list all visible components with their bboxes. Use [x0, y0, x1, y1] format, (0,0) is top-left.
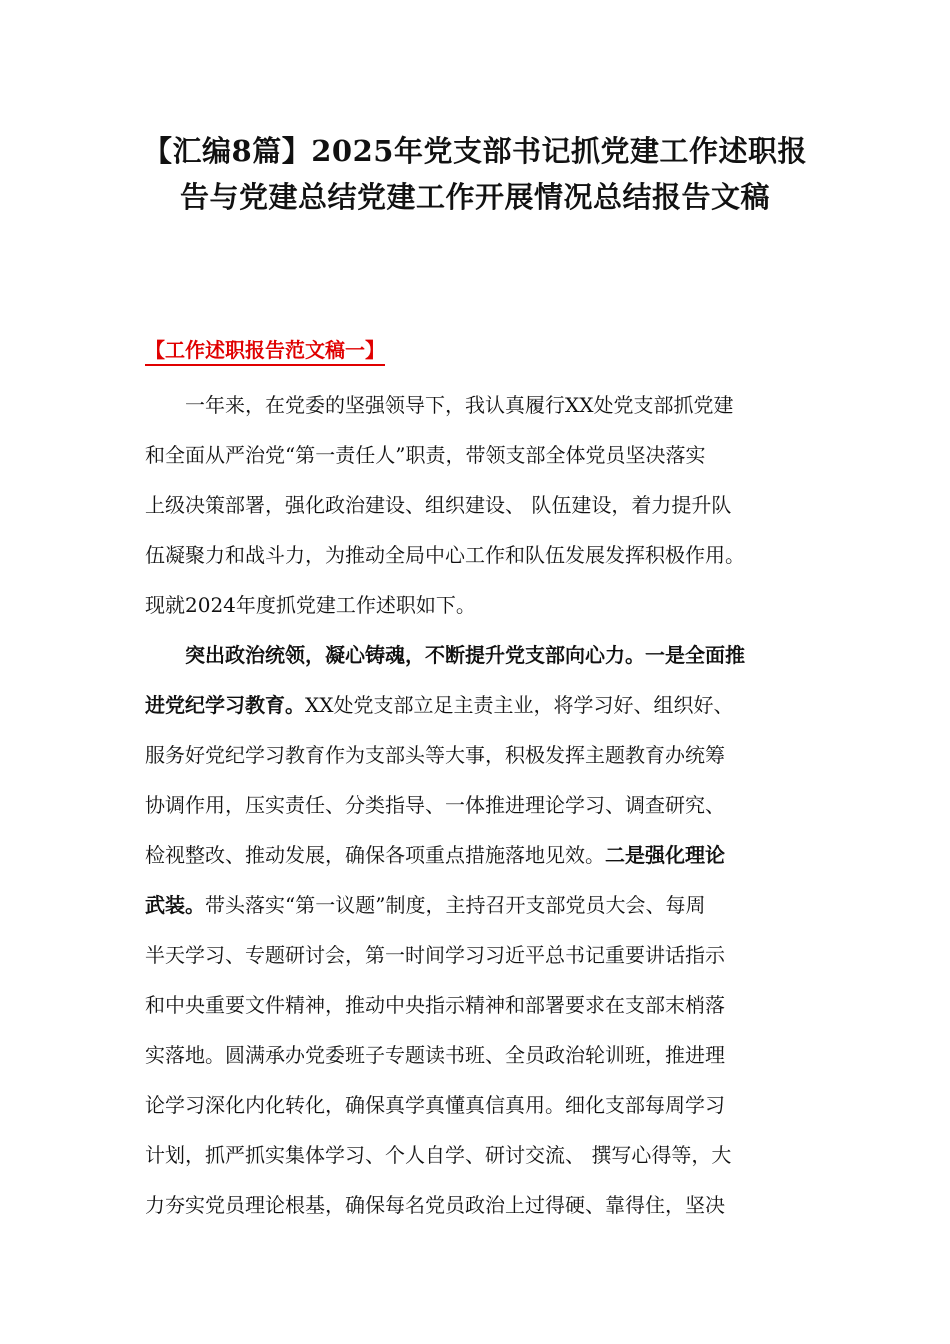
bold-phrase: 武装。 [145, 893, 205, 917]
paragraph-2-line [145, 680, 810, 730]
title-line-1: 【汇编8篇】2025年党支部书记抓党建工作述职报 [143, 134, 807, 168]
paragraph-2-line: 和中央重要文件精神，推动中央指示精神和部署要求在支部末梢落 [145, 993, 725, 1017]
paragraph-2-line: 突出政治统领，凝心铸魂，不断提升党支部向心力。一是全面推 [185, 643, 745, 667]
paragraph-1-line: 伍凝聚力和战斗力，为推动全局中心工作和队伍发展发挥积极作用。 [145, 543, 745, 567]
section-heading: 【工作述职报告范文稿一】 [145, 336, 385, 366]
title-line-2: 告与党建总结党建工作开展情况总结报告文稿 [179, 180, 770, 214]
paragraph-1-line: 上级决策部署，强化政治建设、组织建设、 队伍建设，着力提升队 [145, 493, 732, 517]
body-text [145, 380, 810, 1230]
paragraph-2-line: 实落地。圆满承办党委班子专题读书班、全员政治轮训班，推进理 [145, 1043, 725, 1067]
plain-text: XX处党支部立足主责主业，将学习好、组织好、 [305, 693, 734, 717]
paragraph-2-line: 服务好党纪学习教育作为支部头等大事，积极发挥主题教育办统筹 [145, 743, 725, 767]
paragraph-1-line: 现就2024年度抓党建工作述职如下。 [145, 593, 476, 617]
bold-phrase: 二是强化理论 [605, 843, 725, 867]
paragraph-1-line: 一年来，在党委的坚强领导下，我认真履行XX处党支部抓党建 [185, 393, 734, 417]
paragraph-2-line [145, 880, 810, 930]
bold-phrase: 进党纪学习教育。 [145, 693, 305, 717]
paragraph-2-line: 半天学习、专题研讨会，第一时间学习习近平总书记重要讲话指示 [145, 943, 725, 967]
plain-text: 带头落实“第一议题”制度，主持召开支部党员大会、每周 [205, 893, 706, 917]
document-title [130, 128, 820, 220]
paragraph-2-line: 力夯实党员理论根基，确保每名党员政治上过得硬、靠得住，坚决 [145, 1193, 725, 1217]
paragraph-1-line: 和全面从严治党“第一责任人”职责，带领支部全体党员坚决落实 [145, 443, 706, 467]
plain-text: 检视整改、推动发展，确保各项重点措施落地见效。 [145, 843, 605, 867]
paragraph-2-line [145, 830, 810, 880]
paragraph-2-line: 论学习深化内化转化，确保真学真懂真信真用。细化支部每周学习 [145, 1093, 725, 1117]
paragraph-2-line: 协调作用，压实责任、分类指导、一体推进理论学习、调查研究、 [145, 793, 725, 817]
paragraph-2-line: 计划，抓严抓实集体学习、个人自学、研讨交流、 撰写心得等，大 [145, 1143, 732, 1167]
